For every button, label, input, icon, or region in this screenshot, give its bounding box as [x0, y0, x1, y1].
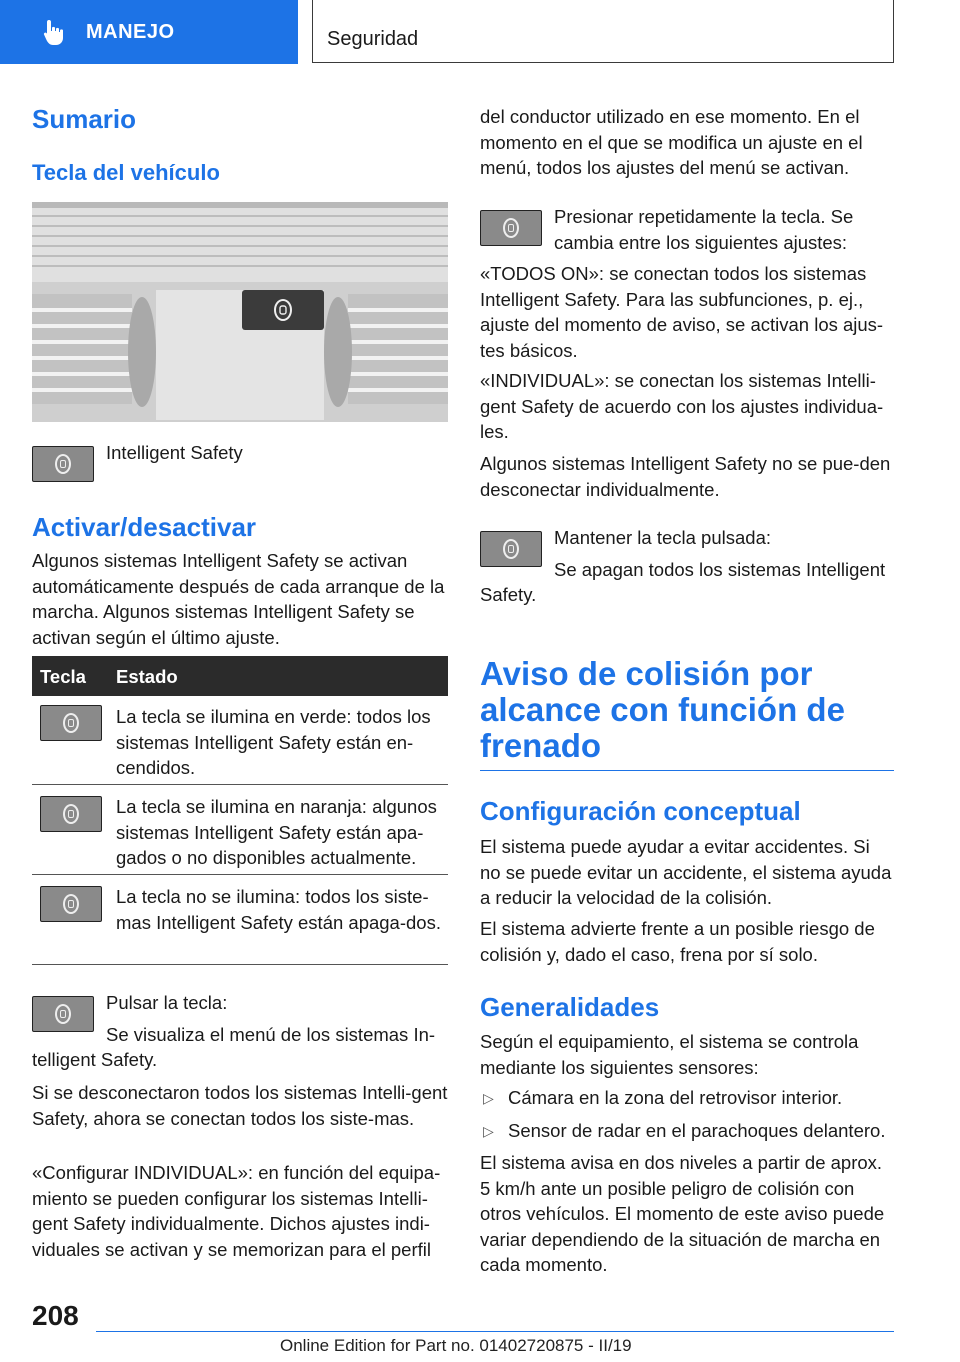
list-item: Cámara en la zona del retrovisor interior. [508, 1087, 843, 1108]
section-tab-label: MANEJO [86, 20, 175, 43]
page-title: Sumario [32, 104, 137, 134]
bullet-triangle-icon: ▷ [483, 1123, 494, 1139]
hold-key-icon [480, 531, 542, 567]
activate-paragraph: Algunos sistemas Intelligent Safety se activan automáticamente después de cada arranque de la marcha. Algunos sistemas Intelligent Safety se activan según el último ajuste. [32, 550, 445, 648]
vehicle-key-photo [32, 202, 448, 422]
table-divider [32, 964, 448, 965]
concept-paragraph-2: El sistema advierte frente a un posible riesgo de colisión y, dado el caso, frena por sí solo. [480, 918, 875, 965]
heading-rule [480, 770, 894, 771]
collision-warning-heading: Aviso de colisión por alcance con función de frenado [480, 655, 845, 764]
table-divider [32, 874, 448, 875]
section-subtitle: Tecla del vehículo [32, 160, 220, 185]
key-orange-icon [40, 796, 102, 832]
key-off-icon [40, 886, 102, 922]
table-divider [32, 784, 448, 785]
continuation-paragraph: del conductor utilizado en ese momento. En el momento en el que se modifica un ajuste en el menú, todos los ajustes del menú se activan. [480, 106, 863, 178]
table-header-status: Estado [116, 666, 178, 687]
table-row: La tecla se ilumina en verde: todos los sistemas Intelligent Safety están en-cendidos. [116, 706, 431, 778]
page-number: 208 [32, 1300, 79, 1331]
concept-paragraph-1: El sistema puede ayudar a evitar accidentes. Si no se puede evitar un accidente, el sistema ayuda a reducir la velocidad de la colisión. [480, 836, 892, 908]
table-header-key: Tecla [40, 666, 86, 687]
concept-heading: Configuración conceptual [480, 796, 801, 826]
individual-config-paragraph: «Configurar INDIVIDUAL»: en función del equipa-miento se pueden configurar los sistemas Intelli-gent Safety individualmente. Dichos ajustes indi-viduales se activan y se memorizan para el perfil [32, 1162, 441, 1260]
general-heading: Generalidades [480, 992, 660, 1022]
general-paragraph-1: Según el equipamiento, el sistema se controla mediante los siguientes sensores: [480, 1031, 859, 1078]
hold-line-2b: Safety. [480, 584, 537, 605]
press-line-2a: Se visualiza el menú de los sistemas In- [106, 1024, 436, 1045]
bullet-triangle-icon: ▷ [483, 1090, 494, 1106]
general-paragraph-2: El sistema avisa en dos niveles a partir de aprox. 5 km/h ante un posible peligro de colisión con otros vehículos. El momento de este aviso puede variar dependiendo de la situación de marcha en cada momento. [480, 1152, 885, 1275]
intelligent-safety-key-icon [32, 446, 94, 482]
chapter-title: Seguridad [327, 28, 419, 50]
press-key-icon [32, 996, 94, 1032]
press-line-1: Pulsar la tecla: [106, 992, 228, 1013]
individual-paragraph: «INDIVIDUAL»: se conectan los sistemas Intelli-gent Safety de acuerdo con los ajustes individua-les. [480, 370, 884, 442]
footer-rule [96, 1331, 894, 1332]
press-line-2b: telligent Safety. [32, 1049, 158, 1070]
disconnect-paragraph: Si se desconectaron todos los sistemas Intelli-gent Safety, ahora se conectan todos los siste-mas. [32, 1082, 448, 1129]
section-tab[interactable] [0, 0, 298, 64]
chapter-header [312, 0, 894, 63]
activate-heading: Activar/desactivar [32, 512, 257, 542]
list-item: Sensor de radar en el parachoques delantero. [508, 1120, 886, 1141]
non-disconnectable-paragraph: Algunos sistemas Intelligent Safety no se pue-den desconectar individualmente. [480, 453, 891, 500]
repeat-press-text: Presionar repetidamente la tecla. Se cambia entre los siguientes ajustes: [554, 206, 854, 253]
table-row: La tecla no se ilumina: todos los siste-mas Intelligent Safety están apaga-dos. [116, 886, 441, 933]
pointing-hand-icon [40, 17, 70, 47]
key-caption: Intelligent Safety [106, 442, 243, 463]
edition-text: Online Edition for Part no. 01402720875 - II/19 [280, 1336, 632, 1355]
repeat-key-icon [480, 210, 542, 246]
todos-on-paragraph: «TODOS ON»: se conectan todos los sistemas Intelligent Safety. Para las subfunciones, p. ej., ajuste del momento de aviso, se activan los ajus-tes básicos. [480, 263, 884, 361]
status-table-header [32, 656, 448, 696]
hold-line-1: Mantener la tecla pulsada: [554, 527, 771, 548]
key-green-icon [40, 705, 102, 741]
table-row: La tecla se ilumina en naranja: algunos sistemas Intelligent Safety están apa-gados o no disponibles actualmente. [116, 796, 437, 868]
hold-line-2a: Se apagan todos los sistemas Intelligent [554, 559, 886, 580]
